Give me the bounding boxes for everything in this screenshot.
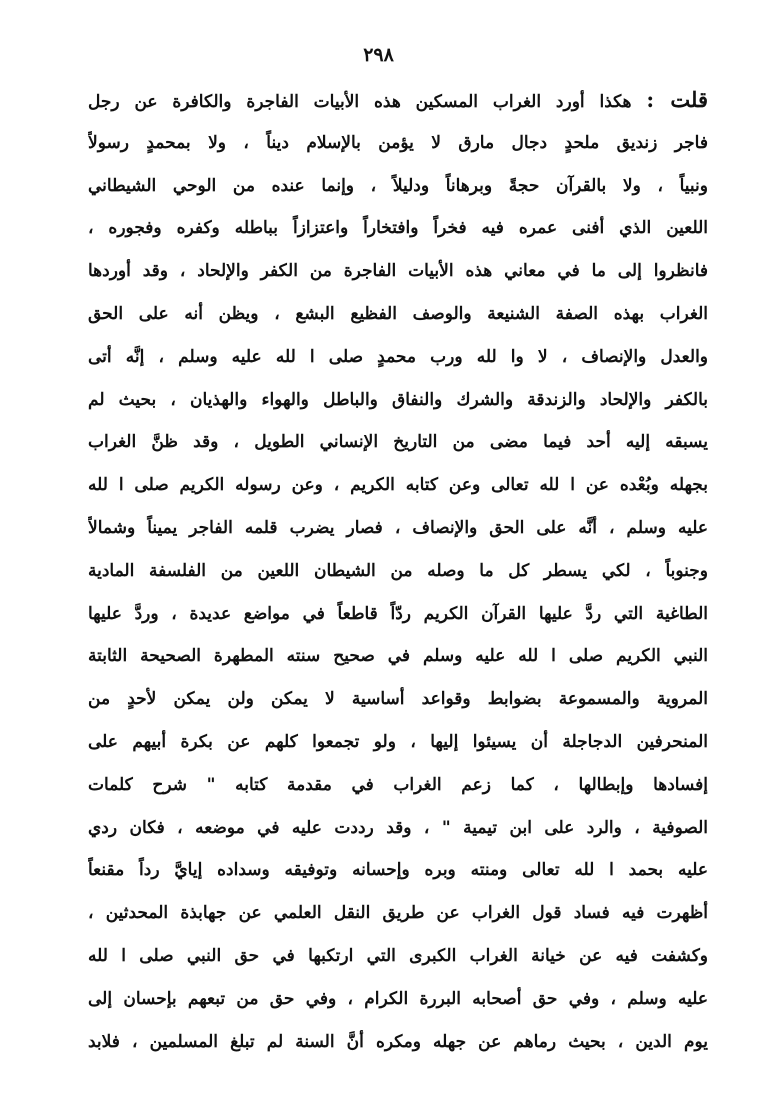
text-line: عليه وسلم ، وفي حق أصحابه البررة الكرام ، وفي حق من تبعهم بإحسان إلى <box>88 988 708 1009</box>
text-line: وجنوباً ، لكي يسطر كل ما وصله من الشيطان اللعين من الفلسفة المادية <box>88 560 708 581</box>
lead-word: قلت : <box>646 87 708 112</box>
text-line: الغراب بهذه الصفة الشنيعة والوصف الفظيع البشع ، ويظن أنه على الحق <box>88 303 708 324</box>
text-line: فانظروا إلى ما في معاني هذه الأبيات الفاجرة من الكفر والإلحاد ، وقد أوردها <box>88 261 708 282</box>
text-line: المنحرفين الدجاجلة أن يسيئوا إليها ، ولو تجمعوا كلهم عن بكرة أبيهم على <box>88 731 708 752</box>
text-line: الصوفية ، والرد على ابن تيمية " ، وقد رددت عليه في موضعه ، فكان ردي <box>88 817 708 838</box>
text-line: يوم الدين ، بحيث رماهم عن جهله ومكره أنَّ السنة لم تبلغ المسلمين ، فلابد <box>88 1031 708 1052</box>
text-line: إفسادها وإبطالها ، كما زعم الغراب في مقدمة كتابه " شرح كلمات <box>88 774 708 795</box>
text-line: عليه وسلم ، أنَّه على الحق والإنصاف ، فصار يضرب قلمه الفاجر يميناً وشمالاً <box>88 517 708 538</box>
text-line: يسبقه إليه أحد فيما مضى من التاريخ الإنساني الطويل ، وقد ظنَّ الغراب <box>88 432 708 453</box>
text-line: والعدل والإنصاف ، لا وا لله ورب محمدٍ صلى ا لله عليه وسلم ، إنَّه أتى <box>88 346 708 367</box>
text-line <box>88 79 708 122</box>
text-line: المروية والمسموعة بضوابط وقواعد أساسية لا يمكن ولن يمكن لأحدٍ من <box>88 689 708 710</box>
text-line: أظهرت فيه فساد قول الغراب عن طريق النقل العلمي عن جهابذة المحدثين ، <box>88 903 708 924</box>
text-line-content: هكذا أورد الغراب المسكين هذه الأبيات الفاجرة والكافرة عن رجل <box>88 92 632 112</box>
text-line: فاجر زنديق ملحدٍ دجال مارق لا يؤمن بالإسلام ديناً ، ولا بمحمدٍ رسولاً <box>88 132 708 153</box>
text-line: بالكفر والإلحاد والزندقة والشرك والنفاق والباطل والهواء والهذيان ، بحيث لم <box>88 389 708 410</box>
text-line: ونبياً ، ولا بالقرآن حجةً وبرهاناً ودليلاً ، وإنما عنده من الوحي الشيطاني <box>88 175 708 196</box>
page-number: ٢٩٨ <box>363 44 394 66</box>
text-line: الطاغية التي ردَّ عليها القرآن الكريم ردّاً قاطعاً في مواضع عديدة ، وردَّ عليها <box>88 603 708 624</box>
text-line: وكشفت فيه عن خيانة الغراب الكبرى التي ارتكبها في حق النبي صلى ا لله <box>88 945 708 966</box>
text-line: اللعين الذي أفنى عمره فيه فخراً وافتخاراً واعتزازاً بباطله وكفره وفجوره ، <box>88 218 708 239</box>
text-line: عليه بحمد ا لله تعالى ومنته وبره وإحسانه وتوفيقه وسداده إيايَّ رداً مقنعاً <box>88 860 708 881</box>
text-line: بجهله وبُعْده عن ا لله تعالى وعن كتابه الكريم ، وعن رسوله الكريم صلى ا لله <box>88 475 708 496</box>
body-text <box>88 79 708 1063</box>
text-line: النبي الكريم صلى ا لله عليه وسلم في صحيح سنته المطهرة الصحيحة الثابتة <box>88 646 708 667</box>
